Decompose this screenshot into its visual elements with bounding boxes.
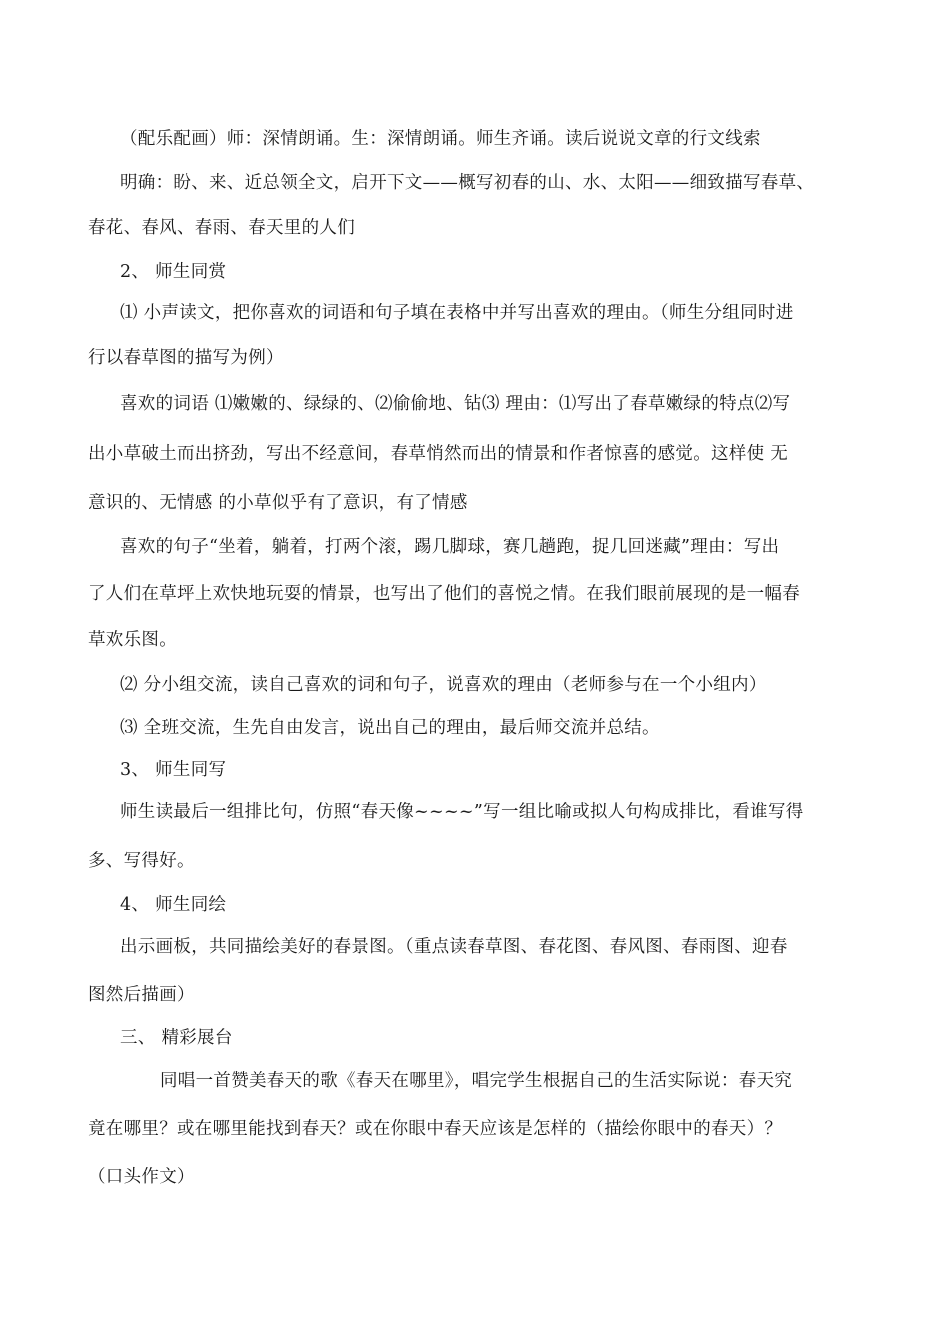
text-line: ⑵ 分小组交流，读自己喜欢的词和句子，说喜欢的理由（老师参与在一个小组内） [120, 675, 767, 695]
text-line: （配乐配画）师：深情朗诵。生：深情朗诵。师生齐诵。读后说说文章的行文线索 [120, 129, 761, 149]
text-line: 出小草破土而出挤劲，写出不经意间，春草悄然而出的情景和作者惊喜的感觉。这样使 无 [88, 444, 789, 464]
text-line: 行以春草图的描写为例） [88, 348, 284, 368]
text-line: 2、 师生同赏 [120, 262, 227, 282]
text-line: 多、写得好。 [88, 851, 195, 871]
text-line: 明确：盼、来、近总领全文，启开下文——概写初春的山、水、太阳——细致描写春草、 [120, 173, 815, 193]
text-line: ⑴ 小声读文，把你喜欢的词语和句子填在表格中并写出喜欢的理由。（师生分组同时进 [120, 303, 794, 323]
text-line: 竟在哪里？或在哪里能找到春天？或在你眼中春天应该是怎样的（描绘你眼中的春天）？ [88, 1119, 783, 1139]
text-line: （口头作文） [88, 1167, 195, 1187]
text-line: 3、 师生同写 [120, 760, 227, 780]
text-line: 喜欢的句子“坐着，躺着，打两个滚，踢几脚球，赛几趟跑，捉几回迷藏”理由：写出 [120, 537, 780, 557]
text-line: 意识的、无情感 的小草似乎有了意识，有了情感 [88, 493, 468, 513]
text-line: 了人们在草坪上欢快地玩耍的情景，也写出了他们的喜悦之情。在我们眼前展现的是一幅春 [88, 584, 800, 604]
text-line: 草欢乐图。 [88, 630, 177, 650]
text-line: 同唱一首赞美春天的歌《春天在哪里》，唱完学生根据自己的生活实际说：春天究 [160, 1071, 793, 1091]
text-line: 师生读最后一组排比句，仿照“春天像~~~~”写一组比喻或拟人句构成排比，看谁写得 [120, 802, 804, 822]
text-line: 喜欢的词语 ⑴嫩嫩的、绿绿的、⑵偷偷地、钻⑶ 理由：⑴写出了春草嫩绿的特点⑵写 [120, 394, 791, 414]
text-line: 4、 师生同绘 [120, 895, 227, 915]
text-line: ⑶ 全班交流，生先自由发言，说出自己的理由，最后师交流并总结。 [120, 718, 660, 738]
text-line: 三、 精彩展台 [120, 1028, 233, 1048]
text-line: 图然后描画） [88, 985, 195, 1005]
text-line: 出示画板，共同描绘美好的春景图。（重点读春草图、春花图、春风图、春雨图、迎春 [120, 937, 788, 957]
text-line: 春花、春风、春雨、春天里的人们 [88, 218, 355, 238]
